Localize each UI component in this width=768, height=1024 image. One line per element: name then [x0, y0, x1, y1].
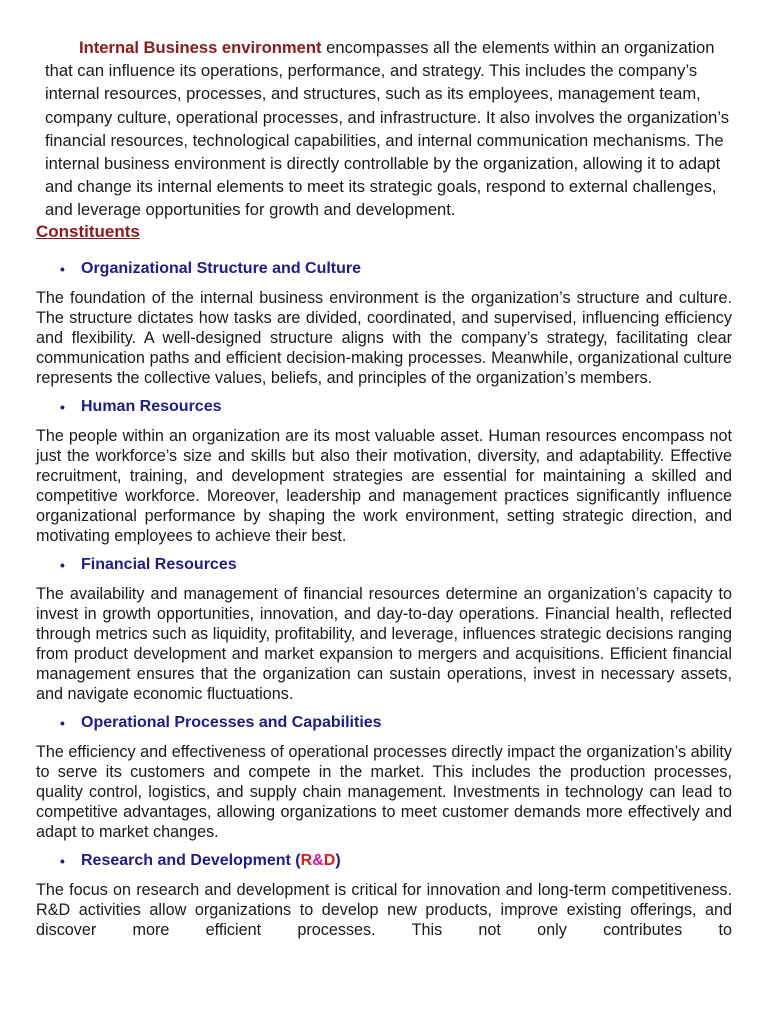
- bullet-icon: •: [60, 557, 65, 573]
- heading-operational-processes: [36, 712, 732, 734]
- paragraph-human-resources: The people within an organization are its most valuable asset. Human resources encompass not just the workforce’s size and skills but also their motivation, diversity, and adaptability. Effective recruitment, training, and development strategies are essential for maintaining a skilled and competitive workforce. Moreover, leadership and management practices significantly influence organizational performance by shaping the work environment, setting strategic direction, and motivating employees to achieve their best.: [36, 427, 732, 545]
- paragraph-research-development: The focus on research and development is critical for innovation and long-term competitiveness. R&D activities allow organizations to develop new products, improve existing offerings, and discover more efficient processes. This not only contributes to: [36, 881, 732, 939]
- section-title-constituents: Constituents: [36, 222, 140, 241]
- bullet-icon: •: [60, 399, 65, 415]
- heading-text: Operational Processes and Capabilities: [81, 714, 382, 731]
- bullet-icon: •: [60, 853, 65, 869]
- constituents-list: [36, 258, 732, 948]
- heading-text: Human Resources: [81, 398, 222, 415]
- bullet-icon: •: [60, 261, 65, 277]
- paragraph-operational-processes: The efficiency and effectiveness of operational processes directly impact the organization’s ability to serve its customers and compete in the market. This includes the production processes, quality control, logistics, and supply chain management. Investments in technology can lead to competitive advantages, allowing organizations to meet customer demands more effectively and adapt to market changes.: [36, 743, 732, 841]
- paragraph-financial-resources: The availability and management of financial resources determine an organization’s capacity to invest in growth opportunities, innovation, and day-to-day operations. Financial health, reflected through metrics such as liquidity, profitability, and leverage, influences strategic decisions ranging from product development and market expansion to mergers and acquisitions. Efficient financial management ensures that the organization can sustain operations, invest in necessary assets, and navigate economic fluctuations.: [36, 585, 732, 703]
- heading-rd-letter-r: R: [300, 852, 313, 869]
- heading-text: Research and Development: [81, 852, 291, 869]
- heading-text: Organizational Structure and Culture: [81, 260, 362, 277]
- heading-paren-close: ): [335, 852, 341, 869]
- intro-paragraph: [45, 36, 733, 222]
- heading-paren-open: (: [290, 852, 301, 869]
- heading-financial-resources: [36, 554, 732, 576]
- intro-lead-term: Internal Business environment: [79, 38, 322, 57]
- heading-human-resources: [36, 396, 732, 418]
- bullet-icon: •: [60, 715, 65, 731]
- heading-rd-ampersand: &: [312, 852, 324, 869]
- heading-research-development: [36, 850, 732, 872]
- paragraph-organizational-structure: The foundation of the internal business environment is the organization’s structure and culture. The structure dictates how tasks are divided, coordinated, and supervised, influencing efficiency and flexibility. A well-designed structure aligns with the company’s strategy, facilitating clear communication paths and efficient decision-making processes. Meanwhile, organizational culture represents the collective values, beliefs, and principles of the organization’s members.: [36, 289, 732, 387]
- heading-rd-letter-d: D: [323, 852, 336, 869]
- heading-text: Financial Resources: [81, 556, 237, 573]
- heading-organizational-structure: [36, 258, 732, 280]
- intro-text: encompasses all the elements within an organization that can influence its operations, performance, and strategy. This includes the company’s internal resources, processes, and structures, such as its employees, management team, company culture, operational processes, and infrastructure. It also involves the organization’s financial resources, technological capabilities, and internal communication mechanisms. The internal business environment is directly controllable by the organization, allowing it to adapt and change its internal elements to meet its strategic goals, respond to external challenges, and leverage opportunities for growth and development.: [45, 38, 730, 220]
